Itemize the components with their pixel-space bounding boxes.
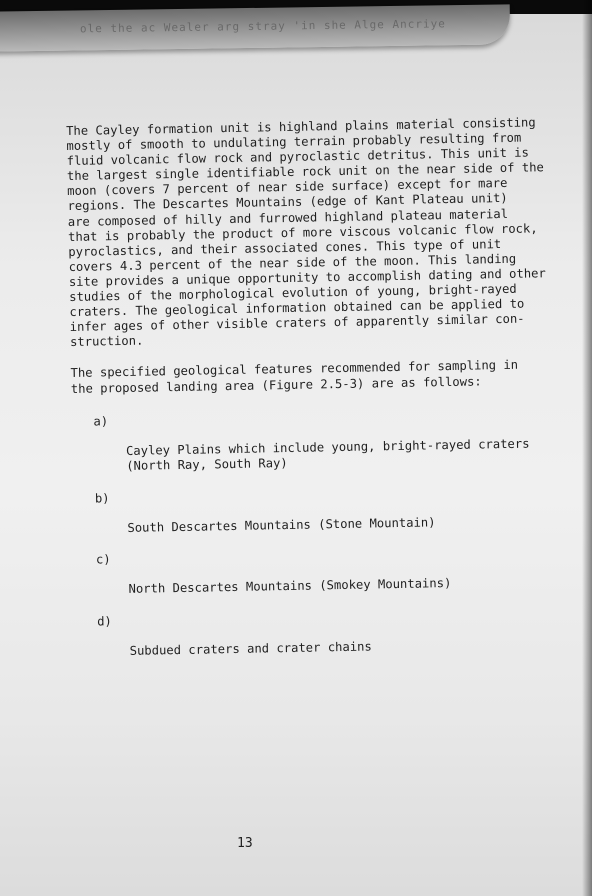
list-item (74, 544, 555, 598)
list-item (71, 406, 552, 475)
list-item-marker: c) (95, 552, 111, 567)
geological-features-list (71, 406, 555, 660)
list-item (75, 606, 556, 660)
list-item-text: South Descartes Mountains (Stone Mountain) (127, 515, 436, 536)
list-item-marker: b) (94, 491, 110, 506)
torn-header-fragment: ole the ac Wealer arg stray 'in she Alge Ancriye (79, 17, 446, 36)
page-edge-shadow (582, 0, 592, 896)
torn-paper-strip (0, 4, 510, 51)
cayley-formation-paragraph: The Cayley formation unit is highland plains material consisting mostly of smooth to undulating terrain probably resulting from fluid volcanic flow rock and pyroclastic detritus. This unit is the largest single identifiable rock unit on the near side of the moon (covers 7 percent of near side surface) except for mare regions. The Descartes Mountains (edge of Kant Plateau unit) are composed of hilly and furrowed highland plateau material that is probably the product of more viscous volcanic flow rock, pyroclastics, and their associated cones. This type of unit covers 4.3 percent of the near side of the moon. This landing site provides a unique opportunity to accomplish dating and other studies of the morphological evolution of young, bright-rayed craters. The geological information obtained can be applied to infer ages of other visible craters of apparently similar con- struction. (66, 115, 546, 350)
list-item-marker: a) (93, 413, 109, 429)
list-item-text: Subdued craters and crater chains (129, 639, 372, 658)
list-item-marker: d) (96, 613, 112, 629)
document-body (66, 115, 556, 660)
list-item (73, 483, 554, 537)
list-item-text: Cayley Plains which include young, bright-rayed craters (North Ray, South Ray) (125, 436, 530, 473)
list-item-text: North Descartes Mountains (Smokey Mountains) (128, 576, 452, 597)
page-number: 13 (237, 836, 253, 851)
sampling-intro-paragraph: The specified geological features recommended for sampling in the proposed landing area (Figure 2.5-3) are as follows: (70, 358, 519, 396)
